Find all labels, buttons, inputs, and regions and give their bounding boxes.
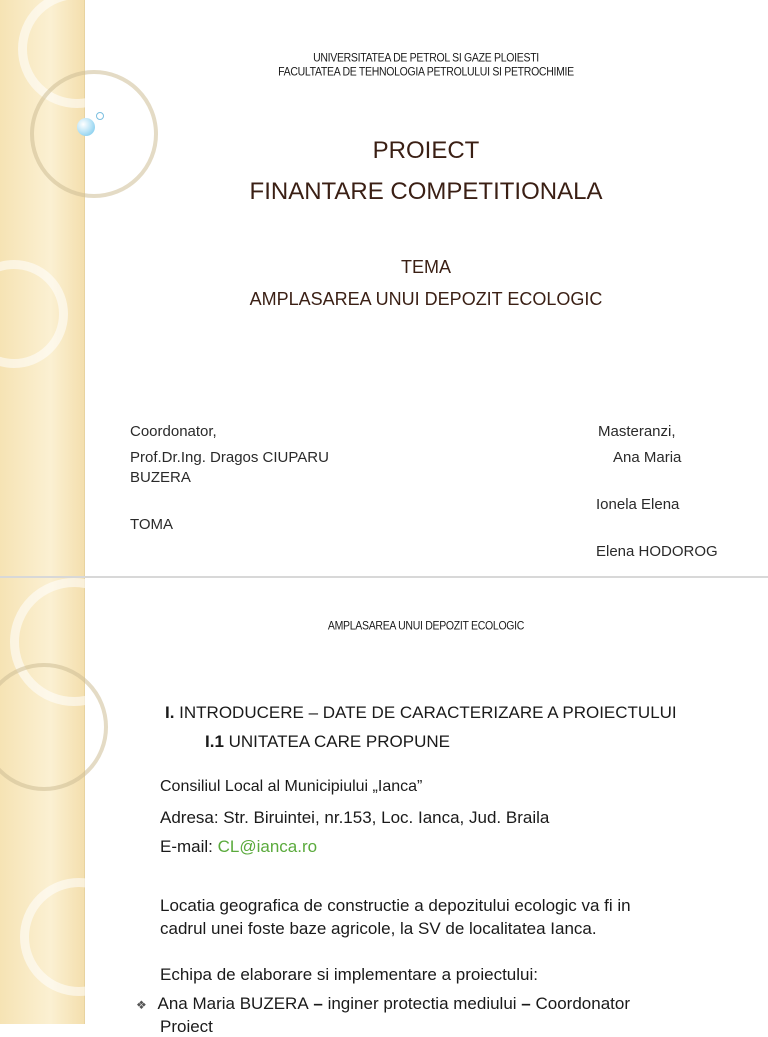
section-heading xyxy=(165,703,677,723)
slide-header: AMPLASAREA UNUI DEPOZIT ECOLOGIC xyxy=(327,619,525,633)
team-member-item xyxy=(136,994,630,1014)
subsection-title: UNITATEA CARE PROPUNE xyxy=(223,732,450,751)
email-label: E-mail: xyxy=(160,837,218,856)
student2-first-name: Ionela Elena xyxy=(596,496,680,513)
coordinator-name: Prof.Dr.Ing. Dragos CIUPARU xyxy=(130,449,329,466)
slide-subtitle: FINANTARE COMPETITIONALA xyxy=(249,178,603,205)
diamond-bullet-icon: ❖ xyxy=(136,998,147,1012)
student1-first-name: Ana Maria xyxy=(613,449,682,466)
coordinator-label: Coordonator, xyxy=(130,423,217,440)
team-member-function-cont: Proiect xyxy=(160,1017,213,1036)
theme-title: AMPLASAREA UNUI DEPOZIT ECOLOGIC xyxy=(249,289,603,309)
location-text-line1: Locatia geografica de constructie a depozitului ecologic va fi in xyxy=(160,896,631,915)
subsection-number: I.1 xyxy=(205,732,224,751)
subsection-heading xyxy=(205,732,450,752)
organization-address: Adresa: Str. Biruintei, nr.153, Loc. Ianca, Jud. Braila xyxy=(160,808,550,827)
student3-name: Elena HODOROG xyxy=(596,543,718,560)
decorative-ring xyxy=(0,260,68,368)
students-label: Masteranzi, xyxy=(598,423,676,440)
theme-label: TEMA xyxy=(400,257,451,277)
faculty-name: FACULTATEA DE TEHNOLOGIA PETROLULUI SI PETROCHIMIE xyxy=(278,65,574,79)
section-title: INTRODUCERE – DATE DE CARACTERIZARE A PROIECTULUI xyxy=(174,703,677,722)
bubble-icon xyxy=(96,112,104,120)
team-member-function: Coordonator xyxy=(535,994,630,1013)
team-member-dash: – xyxy=(516,994,536,1013)
team-member-name: Ana Maria BUZERA xyxy=(157,994,309,1013)
content-slide xyxy=(0,578,768,1036)
team-heading: Echipa de elaborare si implementare a proiectului: xyxy=(160,965,538,984)
decorative-ring xyxy=(20,878,138,996)
decorative-band xyxy=(0,578,85,1024)
student2-last-name: TOMA xyxy=(130,516,174,533)
university-name: UNIVERSITATEA DE PETROL SI GAZE PLOIESTI xyxy=(313,51,539,65)
student1-last-name: BUZERA xyxy=(130,469,191,486)
bubble-icon xyxy=(77,118,95,136)
team-member-role: inginer protectia mediului xyxy=(327,994,517,1013)
organization-name: Consiliul Local al Municipiului „Ianca” xyxy=(160,778,423,795)
slide-title: PROIECT xyxy=(372,137,480,164)
decorative-band xyxy=(0,0,85,576)
team-member-dash: – xyxy=(308,994,328,1013)
email-link[interactable]: CL@ianca.ro xyxy=(217,837,318,856)
section-number: I. xyxy=(165,703,175,722)
organization-email xyxy=(160,837,317,857)
location-text-line2: cadrul unei foste baze agricole, la SV de localitatea Ianca. xyxy=(160,919,597,938)
